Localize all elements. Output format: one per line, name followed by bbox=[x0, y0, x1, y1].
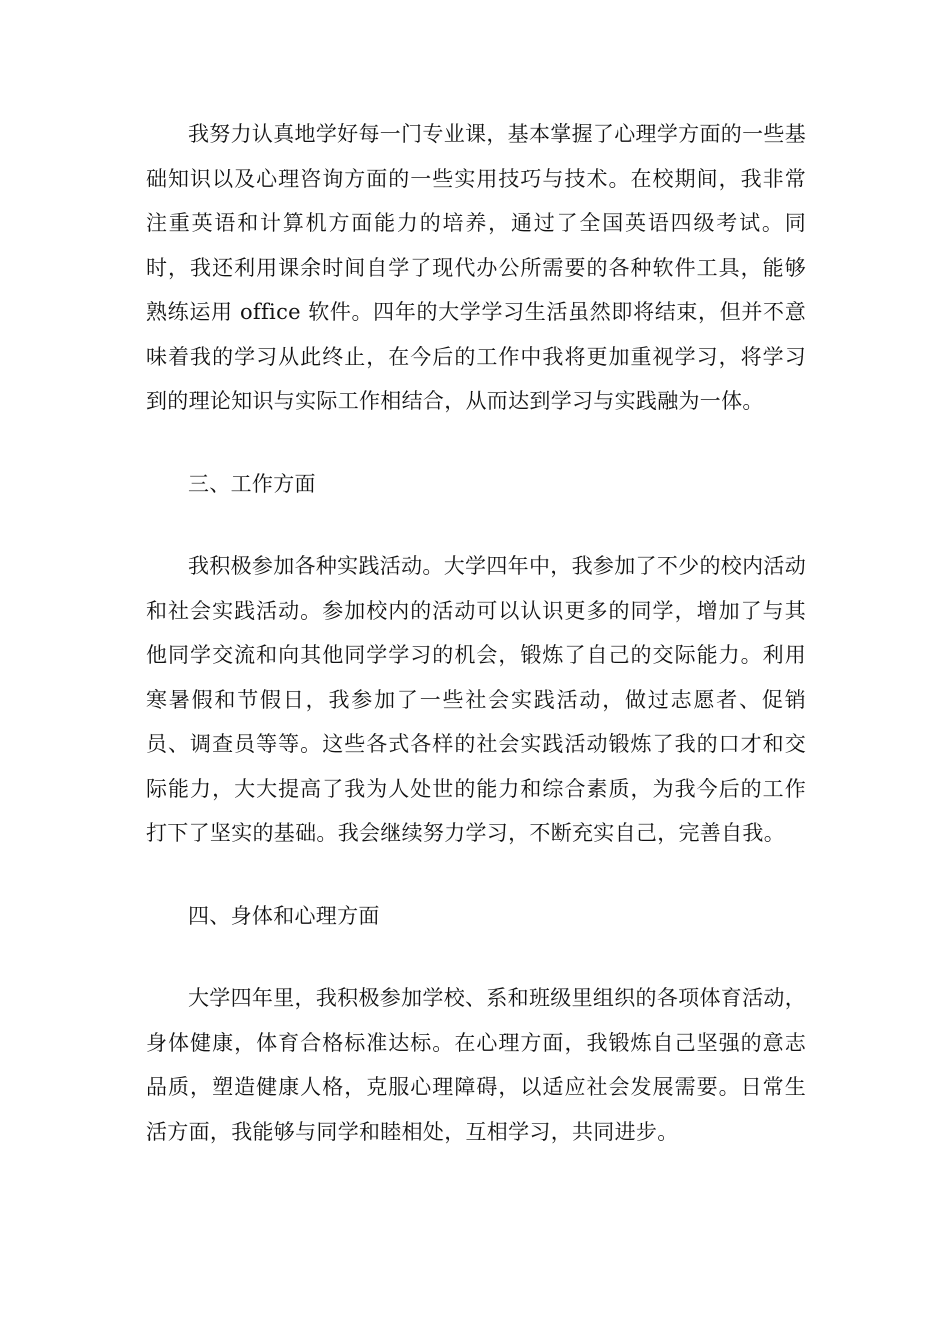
paragraph-spacer bbox=[146, 506, 806, 544]
paragraph-work: 我积极参加各种实践活动。大学四年中，我参加了不少的校内活动和社会实践活动。参加校内的活动可以认识更多的同学，增加了与其他同学交流和向其他同学学习的机会，锻炼了自己的交际能力。利用寒暑假和节假日，我参加了一些社会实践活动，做过志愿者、促销员、调查员等等。这些各式各样的社会实践活动锻炼了我的口才和交际能力，大大提高了我为人处世的能力和综合素质，为我今后的工作打下了坚实的基础。我会继续努力学习，不断充实自己，完善自我。 bbox=[146, 554, 806, 845]
paragraph-spacer bbox=[146, 424, 806, 462]
paragraph-study: 我努力认真地学好每一门专业课，基本掌握了心理学方面的一些基础知识以及心理咨询方面的一些实用技巧与技术。在校期间，我非常注重英语和计算机方面能力的培养，通过了全国英语四级考试。同时，我还利用课余时间自学了现代办公所需要的各种软件工具，能够熟练运用 office 软件。四年的大学学习生活虽然即将结束，但并不意味着我的学习从此终止，在今后的工作中我将更加重视学习，将学习到的理论知识与实际工作相结合，从而达到学习与实践融为一体。 bbox=[146, 122, 806, 413]
section-heading-work: 三、工作方面 bbox=[188, 471, 316, 496]
section-heading-body-mind: 四、身体和心理方面 bbox=[188, 903, 380, 928]
paragraph-body-mind: 大学四年里，我积极参加学校、系和班级里组织的各项体育活动，身体健康，体育合格标准达标。在心理方面，我锻炼自己坚强的意志品质，塑造健康人格，克服心理障碍，以适应社会发展需要。日常生活方面，我能够与同学和睦相处，互相学习，共同进步。 bbox=[146, 986, 806, 1144]
document-body bbox=[146, 112, 806, 1154]
paragraph-spacer bbox=[146, 856, 806, 894]
paragraph-spacer bbox=[146, 938, 806, 976]
